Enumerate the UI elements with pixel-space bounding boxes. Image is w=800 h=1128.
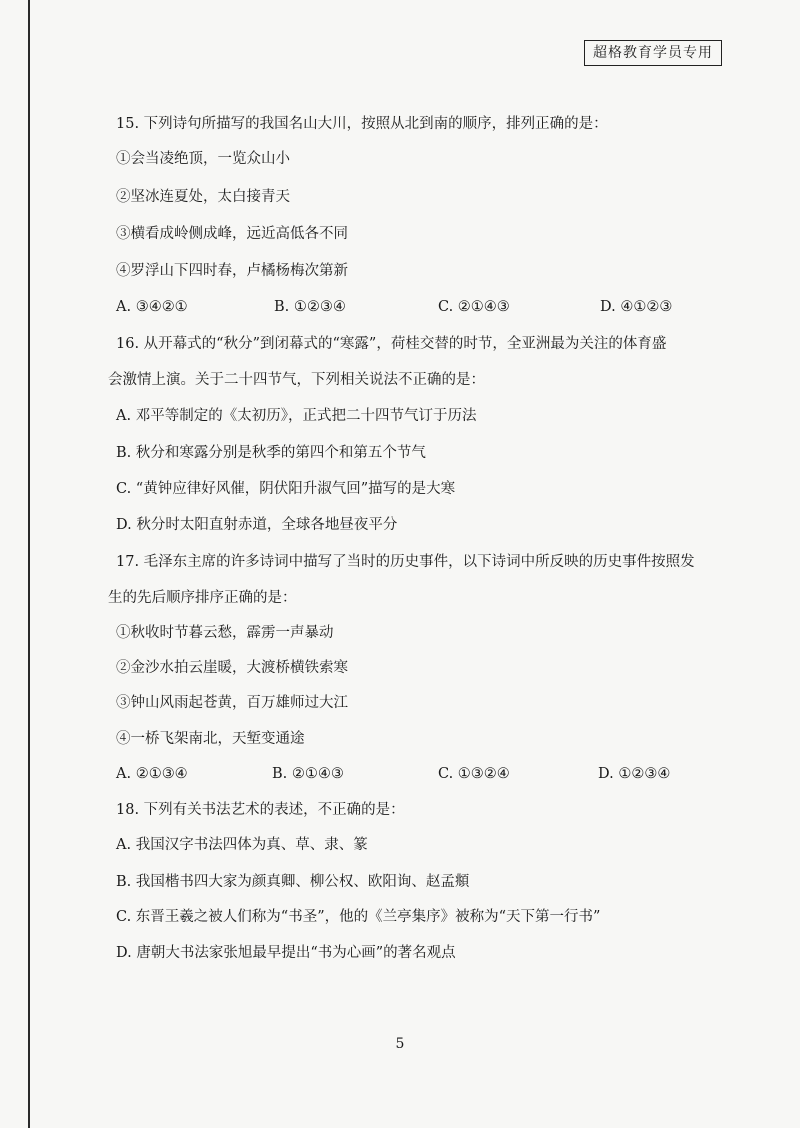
q16-stem-line-2: 会激情上演。关于二十四节气，下列相关说法不正确的是：: [108, 372, 485, 388]
q18-option-b: B. 我国楷书四大家为颜真卿、柳公权、欧阳询、赵孟頫: [116, 874, 470, 890]
q18-option-d: D. 唐朝大书法家张旭最早提出“书为心画”的著名观点: [116, 945, 456, 961]
q15-item-4: ④罗浮山下四时春，卢橘杨梅次第新: [116, 263, 348, 279]
q17-option-d: D. ①②③④: [598, 766, 671, 782]
page-number: 5: [395, 1036, 405, 1052]
q15-option-c: C. ②①④③: [438, 299, 510, 315]
q17-options: [116, 762, 736, 786]
q17-item-1: ①秋收时节暮云愁，霹雳一声暴动: [116, 625, 334, 641]
q18-option-c: C. 东晋王羲之被人们称为“书圣”，他的《兰亭集序》被称为“天下第一行书”: [116, 909, 601, 925]
scan-left-margin-line: [28, 0, 30, 1128]
q16-option-b: B. 秋分和寒露分别是秋季的第四个和第五个节气: [116, 445, 426, 461]
q17-item-3: ③钟山风雨起苍黄，百万雄师过大江: [116, 695, 348, 711]
q15-option-d: D. ④①②③: [600, 299, 673, 315]
q15-item-2: ②坚冰连夏处，太白接青天: [116, 189, 290, 205]
student-use-badge: 超格教育学员专用: [584, 40, 722, 66]
q16-option-d: D. 秋分时太阳直射赤道，全球各地昼夜平分: [116, 517, 398, 533]
q15-item-3: ③横看成岭侧成峰，远近高低各不同: [116, 226, 348, 242]
q16-option-a: A. 邓平等制定的《太初历》，正式把二十四节气订于历法: [116, 408, 477, 424]
q16-option-c: C. “黄钟应律好风催，阴伏阳升淑气回”描写的是大寒: [116, 481, 456, 497]
q17-item-2: ②金沙水拍云崖暖，大渡桥横铁索寒: [116, 660, 348, 676]
q15-option-b: B. ①②③④: [274, 299, 346, 315]
q18-option-a: A. 我国汉字书法四体为真、草、隶、篆: [116, 837, 368, 853]
q17-option-c: C. ①③②④: [438, 766, 510, 782]
q17-item-4: ④一桥飞架南北，天堑变通途: [116, 731, 305, 747]
q17-option-b: B. ②①④③: [272, 766, 344, 782]
q15-options: [116, 295, 736, 319]
q15-stem: 15. 下列诗句所描写的我国名山大川，按照从北到南的顺序，排列正确的是：: [116, 116, 608, 132]
q16-stem-line-1: 16. 从开幕式的“秋分”到闭幕式的“寒露”，荷桂交替的时节，全亚洲最为关注的体育盛: [116, 336, 667, 352]
q17-stem-line-1: 17. 毛泽东主席的许多诗词中描写了当时的历史事件，以下诗词中所反映的历史事件按照发: [116, 554, 695, 570]
q18-stem: 18. 下列有关书法艺术的表述，不正确的是：: [116, 802, 405, 818]
q15-item-1: ①会当凌绝顶，一览众山小: [116, 151, 290, 167]
q17-option-a: A. ②①③④: [116, 766, 188, 782]
q15-option-a: A. ③④②①: [116, 299, 188, 315]
q17-stem-line-2: 生的先后顺序排序正确的是：: [108, 590, 297, 606]
